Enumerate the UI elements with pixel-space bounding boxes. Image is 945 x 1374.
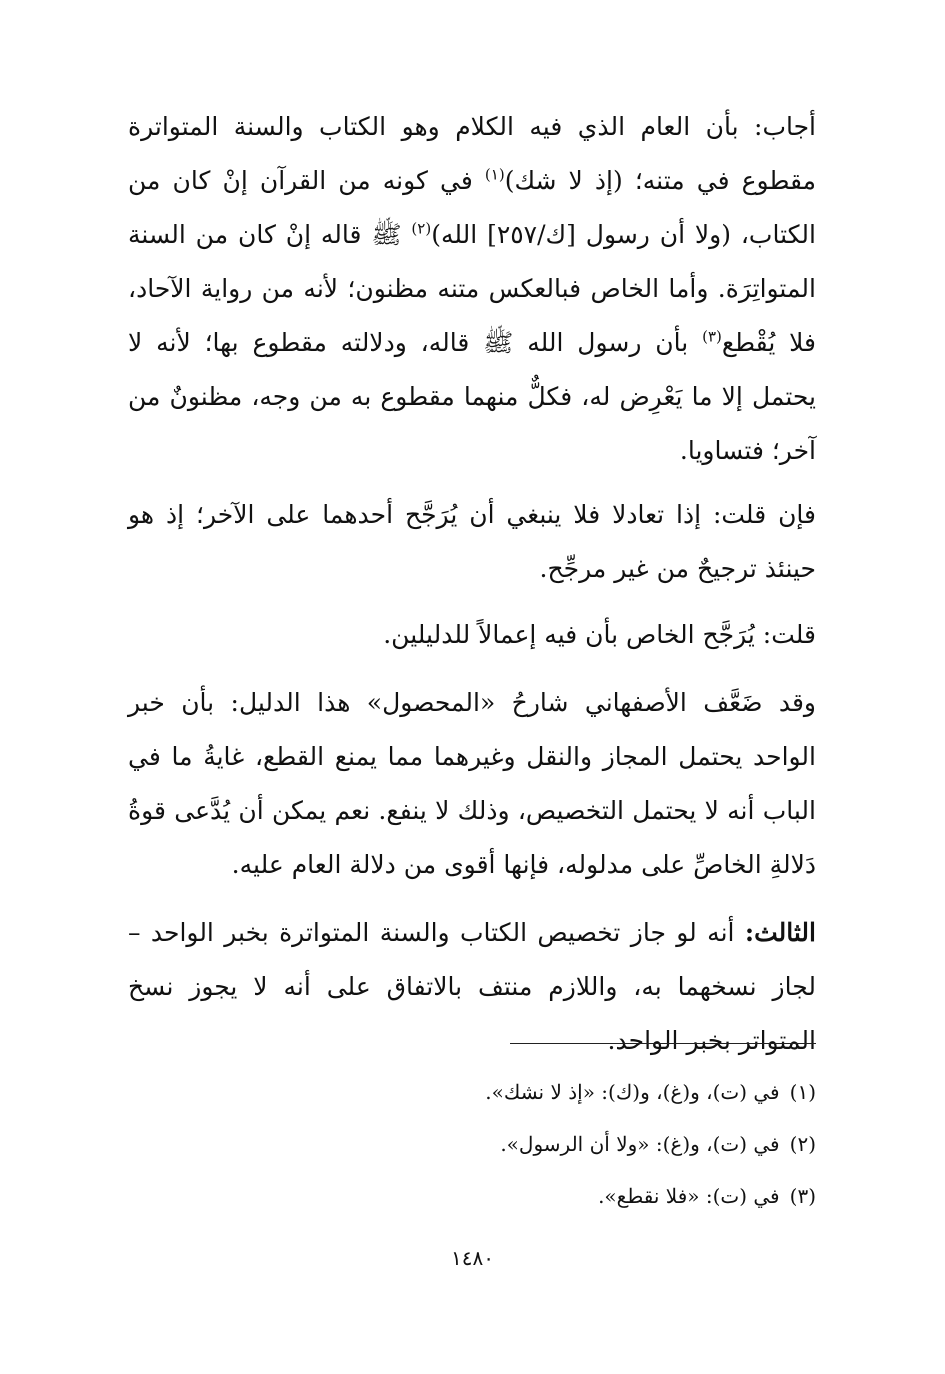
footnote-3-number: (٣) <box>789 1184 816 1208</box>
third-heading: الثالث: <box>744 918 816 947</box>
footnote-ref-1[interactable]: (١) <box>484 165 505 184</box>
main-text <box>128 100 816 1068</box>
page-number: ١٤٨٠ <box>451 1246 494 1270</box>
footnote-3-text: في (ت): «فلا نقطع». <box>598 1184 780 1208</box>
footnote-2-text: في (ت)، و(غ): «ولا أن الرسول». <box>500 1132 780 1156</box>
footnote-2 <box>128 1118 816 1170</box>
footnotes <box>128 1066 816 1222</box>
footnote-1-number: (١) <box>789 1080 816 1104</box>
third-text: أنه لو جاز تخصيص الكتاب والسنة المتواترة بخبر الواحد – لجاز نسخهما به، واللازم منتف بالاتفاق على أنه لا يجوز نسخ المتواتر بخبر الواحد. <box>128 918 816 1055</box>
paragraph-answer-part-b: في كونه من القرآن إنْ كان من الكتاب، (ولا أن رسول [ك/٢٥٧] الله) <box>128 166 816 249</box>
paragraph-reply: قلت: يُرَجَّح الخاص بأن فيه إعمالاً للدليلين. <box>383 620 816 649</box>
paragraph-answer-part-d: بأن رسول الله ﷺ قاله، ودلالته مقطوع بها؛ لأنه لا يحتمل إلا ما يَعْرِض له، فكلٌّ منهما مقطوع به من وجه، مظنونٌ من آخر؛ فتساويا. <box>128 328 816 465</box>
footnote-divider <box>510 1043 816 1044</box>
paragraph-answer-part-a: أجاب: بأن العام الذي فيه الكلام وهو الكتاب والسنة المتواترة مقطوع في متنه؛ (إذ لا شك) <box>128 112 816 195</box>
footnote-ref-2[interactable]: (٢) <box>411 219 432 238</box>
paragraph-objection: فإن قلت: إذا تعادلا فلا ينبغي أن يُرَجَّح أحدهما على الآخر؛ إذ هو حينئذ ترجيحٌ من غير مرجِّح. <box>128 500 816 583</box>
footnote-1-text: في (ت)، و(غ)، و(ك): «إذ لا نشك». <box>485 1080 780 1104</box>
paragraph-isfahani: وقد ضَعَّف الأصفهاني شارحُ «المحصول» هذا الدليل: بأن خبر الواحد يحتمل المجاز والنقل وغيرهما مما يمنع القطع، غايةُ ما في الباب أنه لا يحتمل التخصيص، وذلك لا ينفع. نعم يمكن أن يُدَّعى قوةُ دَلالةِ الخاصِّ على مدلوله، فإنها أقوى من دلالة العام عليه. <box>128 688 816 879</box>
paragraph-answer-part-c: ﷺ قاله إنْ كان من السنة المتواتِرَة. وأما الخاص فبالعكس متنه مظنون؛ لأنه من رواية الآحاد، فلا يُقْطع <box>128 220 817 357</box>
paragraph-answer <box>128 100 816 478</box>
footnote-2-number: (٢) <box>789 1132 816 1156</box>
footnote-1 <box>128 1066 816 1118</box>
footnote-ref-3[interactable]: (٣) <box>702 327 722 346</box>
footnote-3 <box>128 1170 816 1222</box>
